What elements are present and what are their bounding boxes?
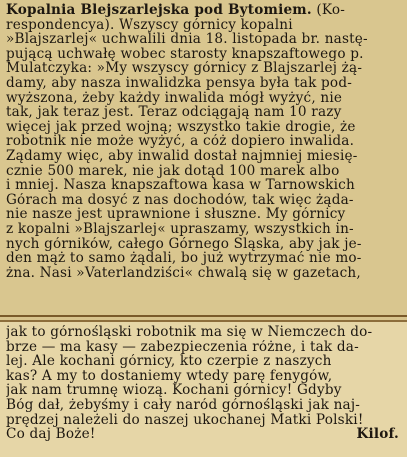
text-line: nych górników, całego Górnego Śląska, aby jak je- xyxy=(6,236,362,252)
text-line: więcej jak przed wojną; wszystko takie drogie, że xyxy=(6,119,356,135)
text-line: tak, jak teraz jest. Teraz odciągają nam 10 razy xyxy=(6,105,342,120)
closing-phrase: Co daj Boże! xyxy=(6,427,96,442)
bottom-newspaper-clipping xyxy=(0,320,407,457)
text-line: Żądamy więc, aby inwalid dostał najmniej miesię- xyxy=(6,148,358,164)
text-line: den mąż to samo żądali, bo już wytrzymać nie mo- xyxy=(6,251,362,266)
text-line: jak nam trumnę wiozą. Kochani górnicy! Gdyby xyxy=(6,383,342,398)
headline-continuation: (Ko- xyxy=(316,3,346,18)
text-line: Mulatczyka: »My wszyscy górnicy z Blajszarlej żą- xyxy=(6,61,363,76)
text-line: wyższona, żeby każdy inwalida mógł wyżyć, nie xyxy=(6,90,343,106)
text-line: Bóg dał, żebyśmy i cały naród górnośląski jak naj- xyxy=(6,397,361,413)
text-line: i mniej. Nasza knapszaftowa kasa w Tarnowskich xyxy=(6,178,355,193)
text-line: nie nasze jest uprawnione i słuszne. My górnicy xyxy=(6,207,346,222)
text-line: z kopalni »Blajszarlej« upraszamy, wszystkich in- xyxy=(6,221,354,237)
text-line: żna. Nasi »Vaterlandziści« chwalą się w gazetach, xyxy=(6,265,361,281)
text-line: »Blajszarlej« uchwalili dnia 18. listopada br. nastę- xyxy=(6,32,368,47)
text-line: respondencya). Wszyscy górnicy kopalni xyxy=(6,17,293,33)
text-line: pującą uchwałę wobec starosty knapszaftowego p. xyxy=(6,46,364,62)
headline: Kopalnia Blejszarlejska pod Bytomiem. xyxy=(6,3,312,18)
author-signature: Kilof. xyxy=(356,427,399,442)
text-line: prędzej należeli do naszej ukochanej Matki Polski! xyxy=(6,412,364,428)
text-line xyxy=(6,3,401,18)
text-line: lej. Ale kochani górnicy, kto czerpie z naszych xyxy=(6,354,332,369)
text-line: kas? A my to dostaniemy wtedy parę fenygów, xyxy=(6,368,333,384)
text-line: Górach ma dosyć z nas dochodów, tak więc żąda- xyxy=(6,192,354,208)
text-line: damy, aby nasza inwalidzka pensya była tak pod- xyxy=(6,75,353,91)
text-line: robotnik nie może wyżyć, a cóż dopiero inwalida. xyxy=(6,134,355,149)
text-line: brze — ma kasy — zabezpieczenia różne, i tak da- xyxy=(6,339,359,355)
text-line: jak to górnośląski robotnik ma się w Niemczech do- xyxy=(6,325,373,340)
closing-line xyxy=(6,427,401,442)
text-line: cznie 500 marek, nie jak dotąd 100 marek albo xyxy=(6,163,340,179)
